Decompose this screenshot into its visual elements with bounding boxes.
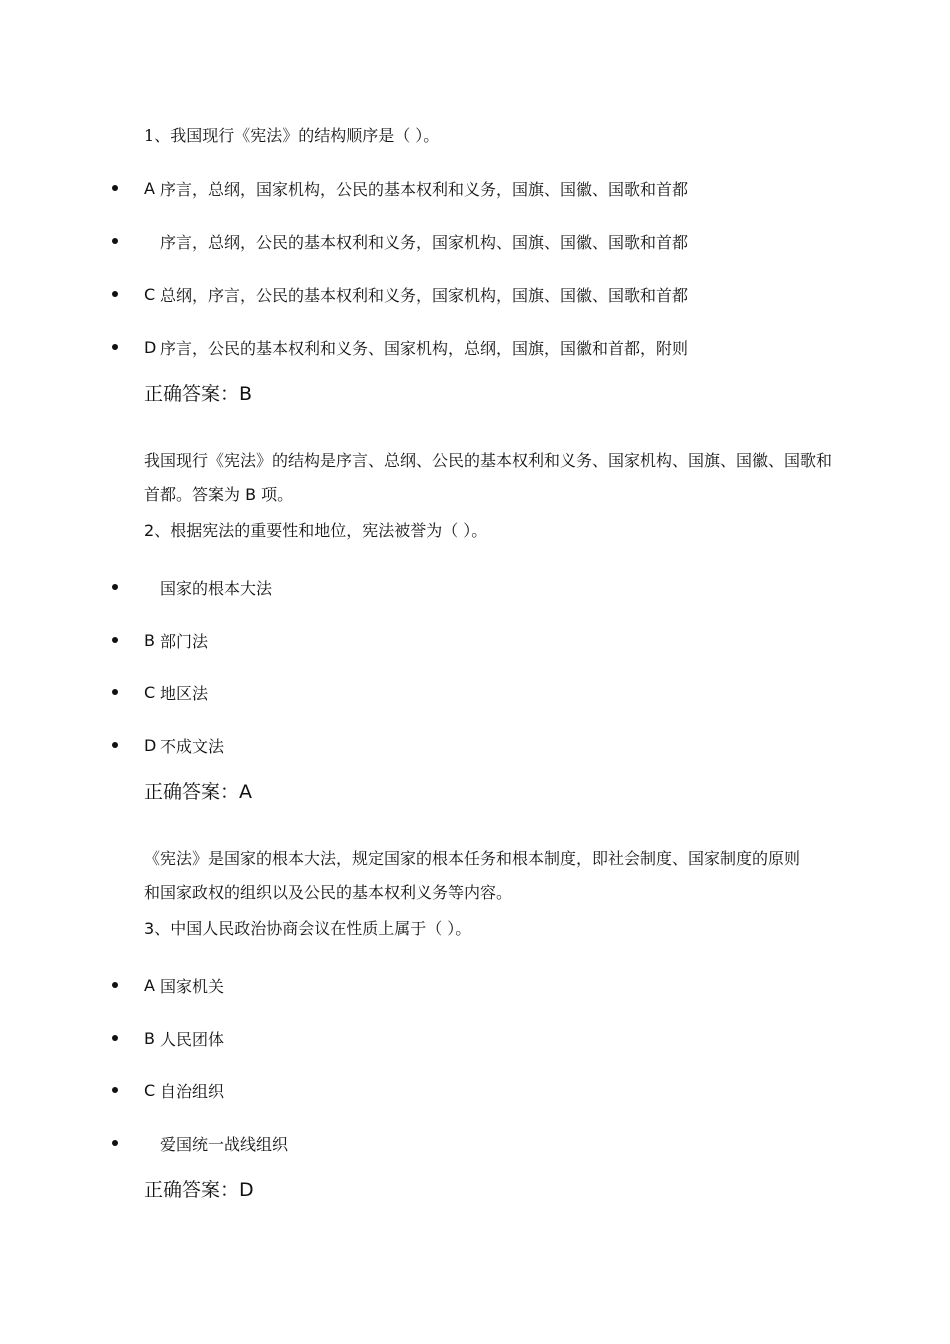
option-letter: A bbox=[144, 178, 155, 198]
bullet-icon bbox=[112, 637, 118, 643]
question-1-stem bbox=[144, 125, 439, 147]
question-1-option-d bbox=[112, 335, 688, 359]
question-2-option-d bbox=[112, 733, 224, 757]
option-letter: C bbox=[144, 682, 156, 702]
bullet-icon bbox=[112, 291, 118, 297]
option-letter: C bbox=[144, 284, 156, 304]
option-text: 地区法 bbox=[160, 683, 209, 703]
option-text: 人民团体 bbox=[160, 1029, 225, 1049]
question-1-answer: 正确答案：B bbox=[144, 383, 253, 405]
option-text: 爱国统一战线组织 bbox=[160, 1134, 289, 1154]
question-2-explanation: 《宪法》是国家的根本大法，规定国家的根本任务和根本制度，即社会制度、国家制度的原则和国家政权的组织以及公民的基本权利义务等内容。 bbox=[144, 849, 801, 902]
question-3-answer: 正确答案：D bbox=[144, 1179, 254, 1201]
question-2-option-c bbox=[112, 680, 208, 704]
bullet-icon bbox=[112, 982, 118, 988]
question-number: 1 bbox=[144, 126, 155, 145]
bullet-icon bbox=[112, 742, 118, 748]
question-2-answer: 正确答案：A bbox=[144, 781, 252, 803]
question-text: 、中国人民政治协商会议在性质上属于（ ）。 bbox=[154, 919, 472, 938]
option-text: 序言，公民的基本权利和义务、国家机构，总纲，国旗，国徽和首都，附则 bbox=[160, 338, 689, 358]
question-2-stem bbox=[144, 520, 487, 542]
bullet-icon bbox=[112, 584, 118, 590]
bullet-icon bbox=[112, 238, 118, 244]
option-text: 国家机关 bbox=[160, 976, 225, 996]
question-1-explanation: 我国现行《宪法》的结构是序言、总纲、公民的基本权利和义务、国家机构、国旗、国徽、国歌和首都。答案为 B 项。 bbox=[144, 451, 833, 504]
question-2-option-b bbox=[112, 628, 208, 652]
option-text: 国家的根本大法 bbox=[160, 578, 273, 598]
option-letter: B bbox=[144, 1028, 155, 1048]
bullet-icon bbox=[112, 344, 118, 350]
bullet-icon bbox=[112, 1087, 118, 1093]
question-number: 3 bbox=[144, 919, 155, 938]
question-3-option-b bbox=[112, 1026, 224, 1050]
option-letter: C bbox=[144, 1080, 156, 1100]
question-text: 、我国现行《宪法》的结构顺序是（ ）。 bbox=[154, 126, 440, 145]
option-text: 序言，总纲，公民的基本权利和义务，国家机构、国旗、国徽、国歌和首都 bbox=[160, 232, 689, 252]
question-text: 、根据宪法的重要性和地位，宪法被誉为（ ）。 bbox=[154, 521, 488, 540]
question-number: 2 bbox=[144, 521, 155, 540]
question-3-stem bbox=[144, 918, 471, 940]
option-text: 部门法 bbox=[160, 631, 209, 651]
option-letter: D bbox=[144, 337, 157, 357]
question-1-option-a bbox=[112, 176, 688, 200]
option-text: 序言，总纲，国家机构，公民的基本权利和义务，国旗、国徽、国歌和首都 bbox=[160, 179, 689, 199]
question-1-option-b bbox=[112, 229, 688, 253]
bullet-icon bbox=[112, 1035, 118, 1041]
option-text: 总纲，序言，公民的基本权利和义务，国家机构，国旗、国徽、国歌和首都 bbox=[160, 285, 689, 305]
option-text: 自治组织 bbox=[160, 1081, 225, 1101]
bullet-icon bbox=[112, 1140, 118, 1146]
bullet-icon bbox=[112, 689, 118, 695]
question-3-option-c bbox=[112, 1078, 224, 1102]
option-letter: B bbox=[144, 630, 155, 650]
question-3-option-d bbox=[112, 1131, 288, 1155]
question-3-option-a bbox=[112, 973, 224, 997]
bullet-icon bbox=[112, 185, 118, 191]
option-text: 不成文法 bbox=[160, 736, 225, 756]
question-1-option-c bbox=[112, 282, 688, 306]
question-2-option-a bbox=[112, 575, 272, 599]
option-letter: D bbox=[144, 735, 157, 755]
option-letter: A bbox=[144, 975, 155, 995]
